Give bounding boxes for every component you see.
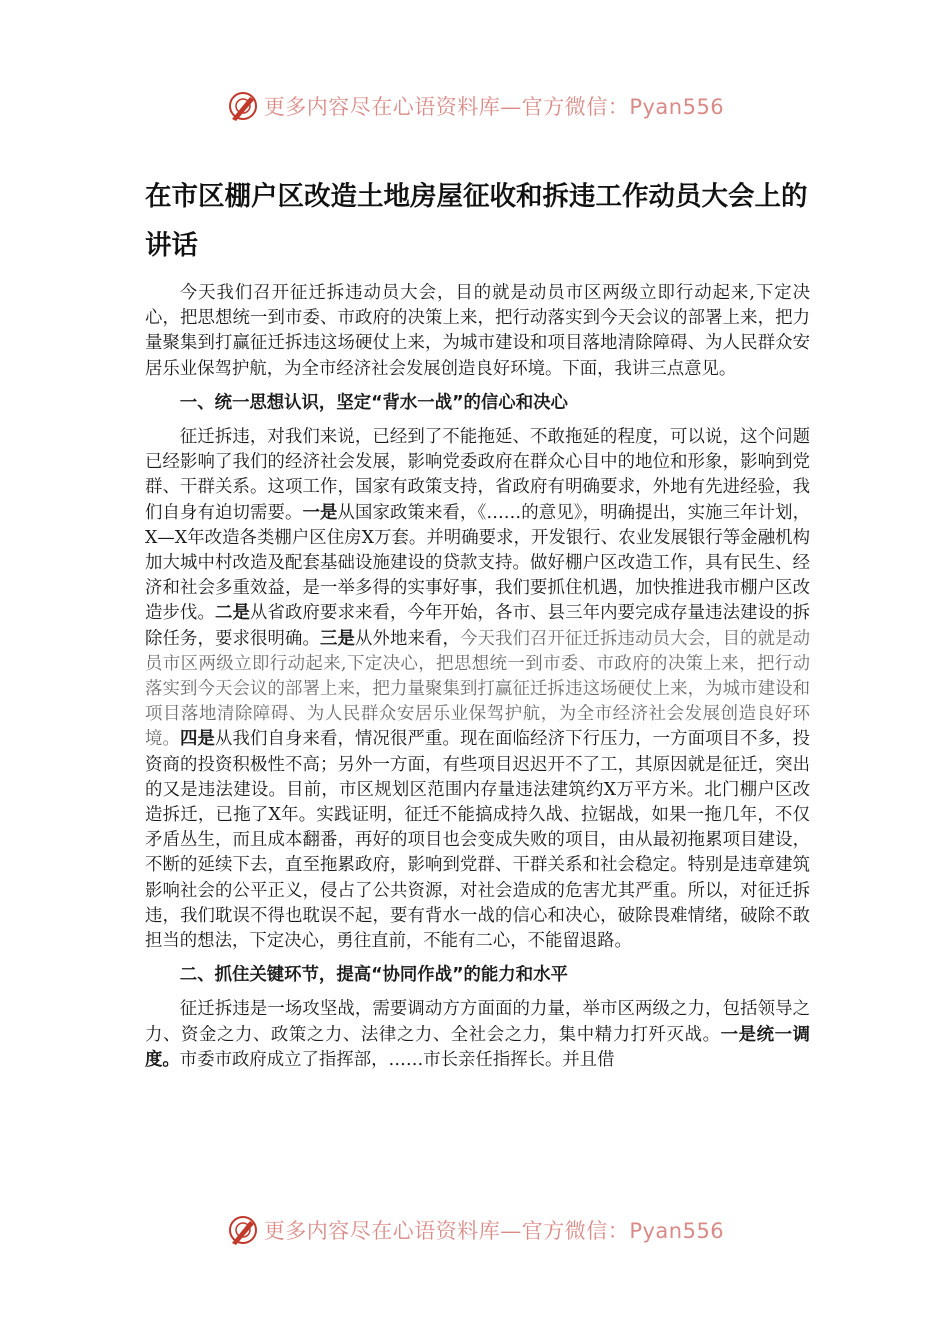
section1-paragraph: 征迁拆违，对我们来说，已经到了不能拖延、不敢拖延的程度，可以说，这个问题已经影响了我们的经济社会发展，影响党委政府在群众心目中的地位和形象，影响到党群、干群关系。这项工作，国家有政策支持，省政府有明确要求，外地有先进经验，我们自身有迫切需要。一是从国家政策来看，《……的意见》，明确提出，实施三年计划，X—X年改造各类棚户区住房X万套。并明确要求，开发银行、农业发展银行等金融机构加大城中村改造及配套基础设施建设的贷款支持。做好棚户区改造工作，具有民生、经济和社会多重效益，是一举多得的实事好事，我们要抓住机遇，加快推进我市棚户区改造步伐。二是从省政府要求来看，今年开始，各市、县三年内要完成存量违法建设的拆除任务，要求很明确。三是从外地来看，今天我们召开征迁拆违动员大会，目的就是动员市区两级立即行动起来,下定决心，把思想统一到市委、市政府的决策上来，把行动落实到今天会议的部署上来，把力量聚集到打赢征迁拆违这场硬仗上来，为城市建设和项目落地清除障碍、为人民群众安居乐业保驾护航，为全市经济社会发展创造良好环境。四是从我们自身来看，情况很严重。现在面临经济下行压力，一方面项目不多，投资商的投资积极性不高；另外一方面，有些项目迟迟开不了工，其原因就是征迁，突出的又是违法建设。目前，市区规划区范围内存量违法建筑约X万平方米。北门棚户区改造拆迁，已拖了X年。实践证明，征迁不能搞成持久战、拉锯战，如果一拖几年，不仅矛盾丛生，而且成本翻番，再好的项目也会变成失败的项目，由从最初拖累项目建设，不断的延续下去，直至拖累政府，影响到党群、干群关系和社会稳定。特别是违章建筑影响社会的公平正义，侵占了公共资源，对社会造成的危害尤其严重。所以，对征迁拆违，我们耽误不得也耽误不起，要有背水一战的信心和决心，破除畏难情绪，破除不敢担当的想法，下定决心，勇往直前，不能有二心，不能留退路。 — [145, 427, 810, 952]
greyed-repeat-text: 今天我们召开征迁拆违动员大会，目的就是动员市区两级立即行动起来,下定决心，把思想统一到市委、市政府的决策上来，把行动落实到今天会议的部署上来，把力量聚集到打赢征迁拆违这场硬仗上来，为城市建设和项目落地清除障碍、为人民群众安居乐业保驾护航，为全市经济社会发展创造良好环境。 — [145, 628, 810, 750]
pen-logo-icon — [226, 89, 260, 123]
unified-dispatch-label: 一是统一调度。 — [145, 1024, 810, 1070]
pen-logo-icon — [226, 1213, 260, 1247]
section2-paragraph: 征迁拆违是一场攻坚战，需要调动方方面面的力量，举市区两级之力，包括领导之力、资金之力、政策之力、法律之力、全社会之力，集中精力打歼灭战。一是统一调度。市委市政府成立了指挥部，……市长亲任指挥长。并且借 — [145, 999, 810, 1070]
document-body — [145, 281, 810, 1073]
point-three-label: 三是 — [320, 628, 356, 649]
intro-paragraph: 今天我们召开征迁拆违动员大会，目的就是动员市区两级立即行动起来,下定决心，把思想统一到市委、市政府的决策上来，把行动落实到今天会议的部署上来，把力量聚集到打赢征迁拆违这场硬仗上来，为城市建设和项目落地清除障碍、为人民群众安居乐业保驾护航，为全市经济社会发展创造良好环境。下面，我讲三点意见。 — [145, 283, 810, 379]
section2-heading: 二、抓住关键环节，提高“协同作战”的能力和水平 — [179, 965, 568, 986]
point-one-label: 一是 — [302, 502, 338, 523]
document-title: 在市区棚户区改造土地房屋征收和拆违工作动员大会上的讲话 — [145, 181, 808, 261]
section1-heading: 一、统一思想认识，坚定“背水一战”的信心和决心 — [179, 392, 568, 413]
footer-watermark-banner — [0, 1210, 950, 1250]
point-two-label: 二是 — [215, 603, 251, 624]
banner-text: 更多内容尽在心语资料库—官方微信：Pyan556 — [263, 95, 725, 119]
header-watermark-banner — [0, 86, 950, 126]
point-four-label: 四是 — [180, 729, 216, 750]
wechat-id: Pyan556 — [629, 95, 725, 119]
banner-text: 更多内容尽在心语资料库—官方微信：Pyan556 — [263, 1219, 725, 1243]
wechat-id: Pyan556 — [629, 1219, 725, 1243]
